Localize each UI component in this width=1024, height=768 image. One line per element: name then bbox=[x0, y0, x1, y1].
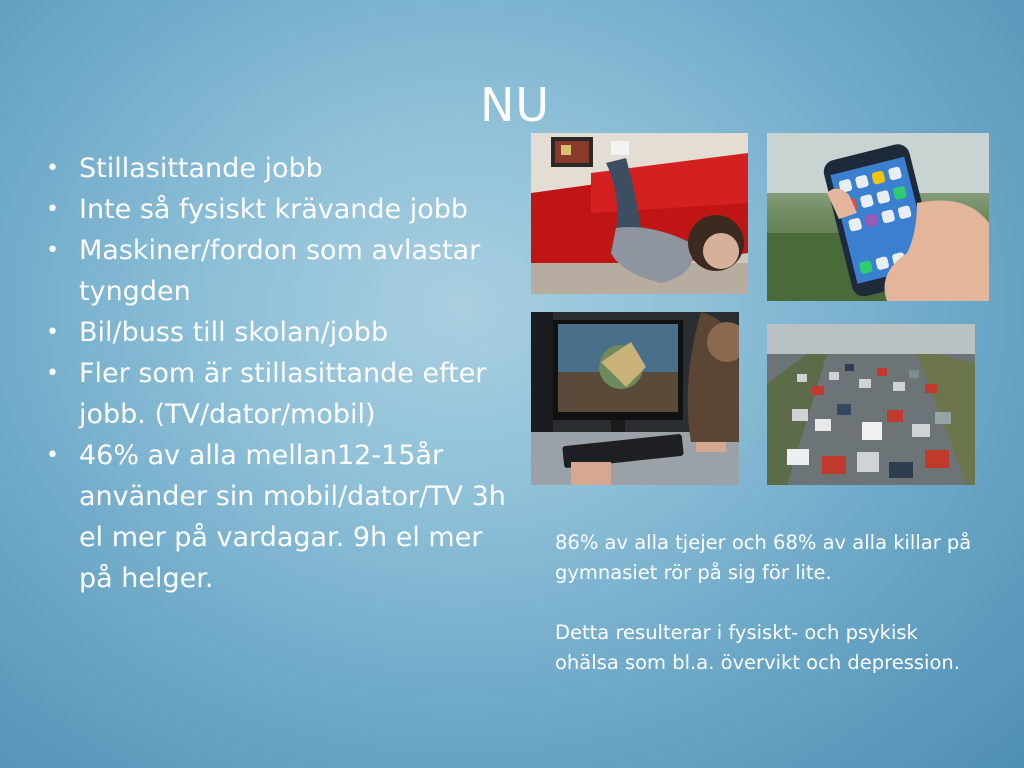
person-on-sofa-icon bbox=[531, 133, 748, 294]
bullet-text: Fler som är stillasittande efter jobb. (TV/dator/mobil) bbox=[79, 358, 487, 430]
bullet-icon: • bbox=[46, 443, 59, 468]
summary-paragraph: 86% av alla tjejer och 68% av alla killar på gymnasiet rör på sig för lite. bbox=[555, 531, 972, 584]
slide-title: NU bbox=[479, 78, 551, 132]
person-at-computer-icon bbox=[531, 312, 739, 485]
bullet-item bbox=[42, 353, 512, 435]
summary-paragraph: Detta resulterar i fysiskt- och psykisk ohälsa som bl.a. övervikt och depression. bbox=[555, 621, 960, 674]
bullet-text: Stillasittande jobb bbox=[79, 153, 323, 184]
photo-gaming bbox=[531, 312, 739, 485]
bullet-icon: • bbox=[46, 156, 59, 181]
photo-tv-couch bbox=[531, 133, 748, 294]
bullet-list bbox=[42, 148, 512, 599]
hand-holding-phone-icon bbox=[767, 133, 989, 301]
bullet-text: Maskiner/fordon som avlastar tyngden bbox=[79, 235, 481, 307]
traffic-jam-icon bbox=[767, 324, 975, 485]
photo-traffic bbox=[767, 324, 975, 485]
bullet-item bbox=[42, 230, 512, 312]
bullet-item bbox=[42, 435, 512, 599]
bullet-item bbox=[42, 189, 512, 230]
summary-text bbox=[555, 528, 975, 678]
bullet-item bbox=[42, 312, 512, 353]
bullet-text: Inte så fysiskt krävande jobb bbox=[79, 194, 469, 225]
bullet-item bbox=[42, 148, 512, 189]
bullet-text: Bil/buss till skolan/jobb bbox=[79, 317, 389, 348]
bullet-icon: • bbox=[46, 361, 59, 386]
photo-smartphone bbox=[767, 133, 989, 301]
bullet-icon: • bbox=[46, 320, 59, 345]
bullet-icon: • bbox=[46, 197, 59, 222]
bullet-icon: • bbox=[46, 238, 59, 263]
bullet-text: 46% av alla mellan12-15år använder sin mobil/dator/TV 3h el mer på vardagar. 9h el mer på helger. bbox=[79, 440, 506, 594]
